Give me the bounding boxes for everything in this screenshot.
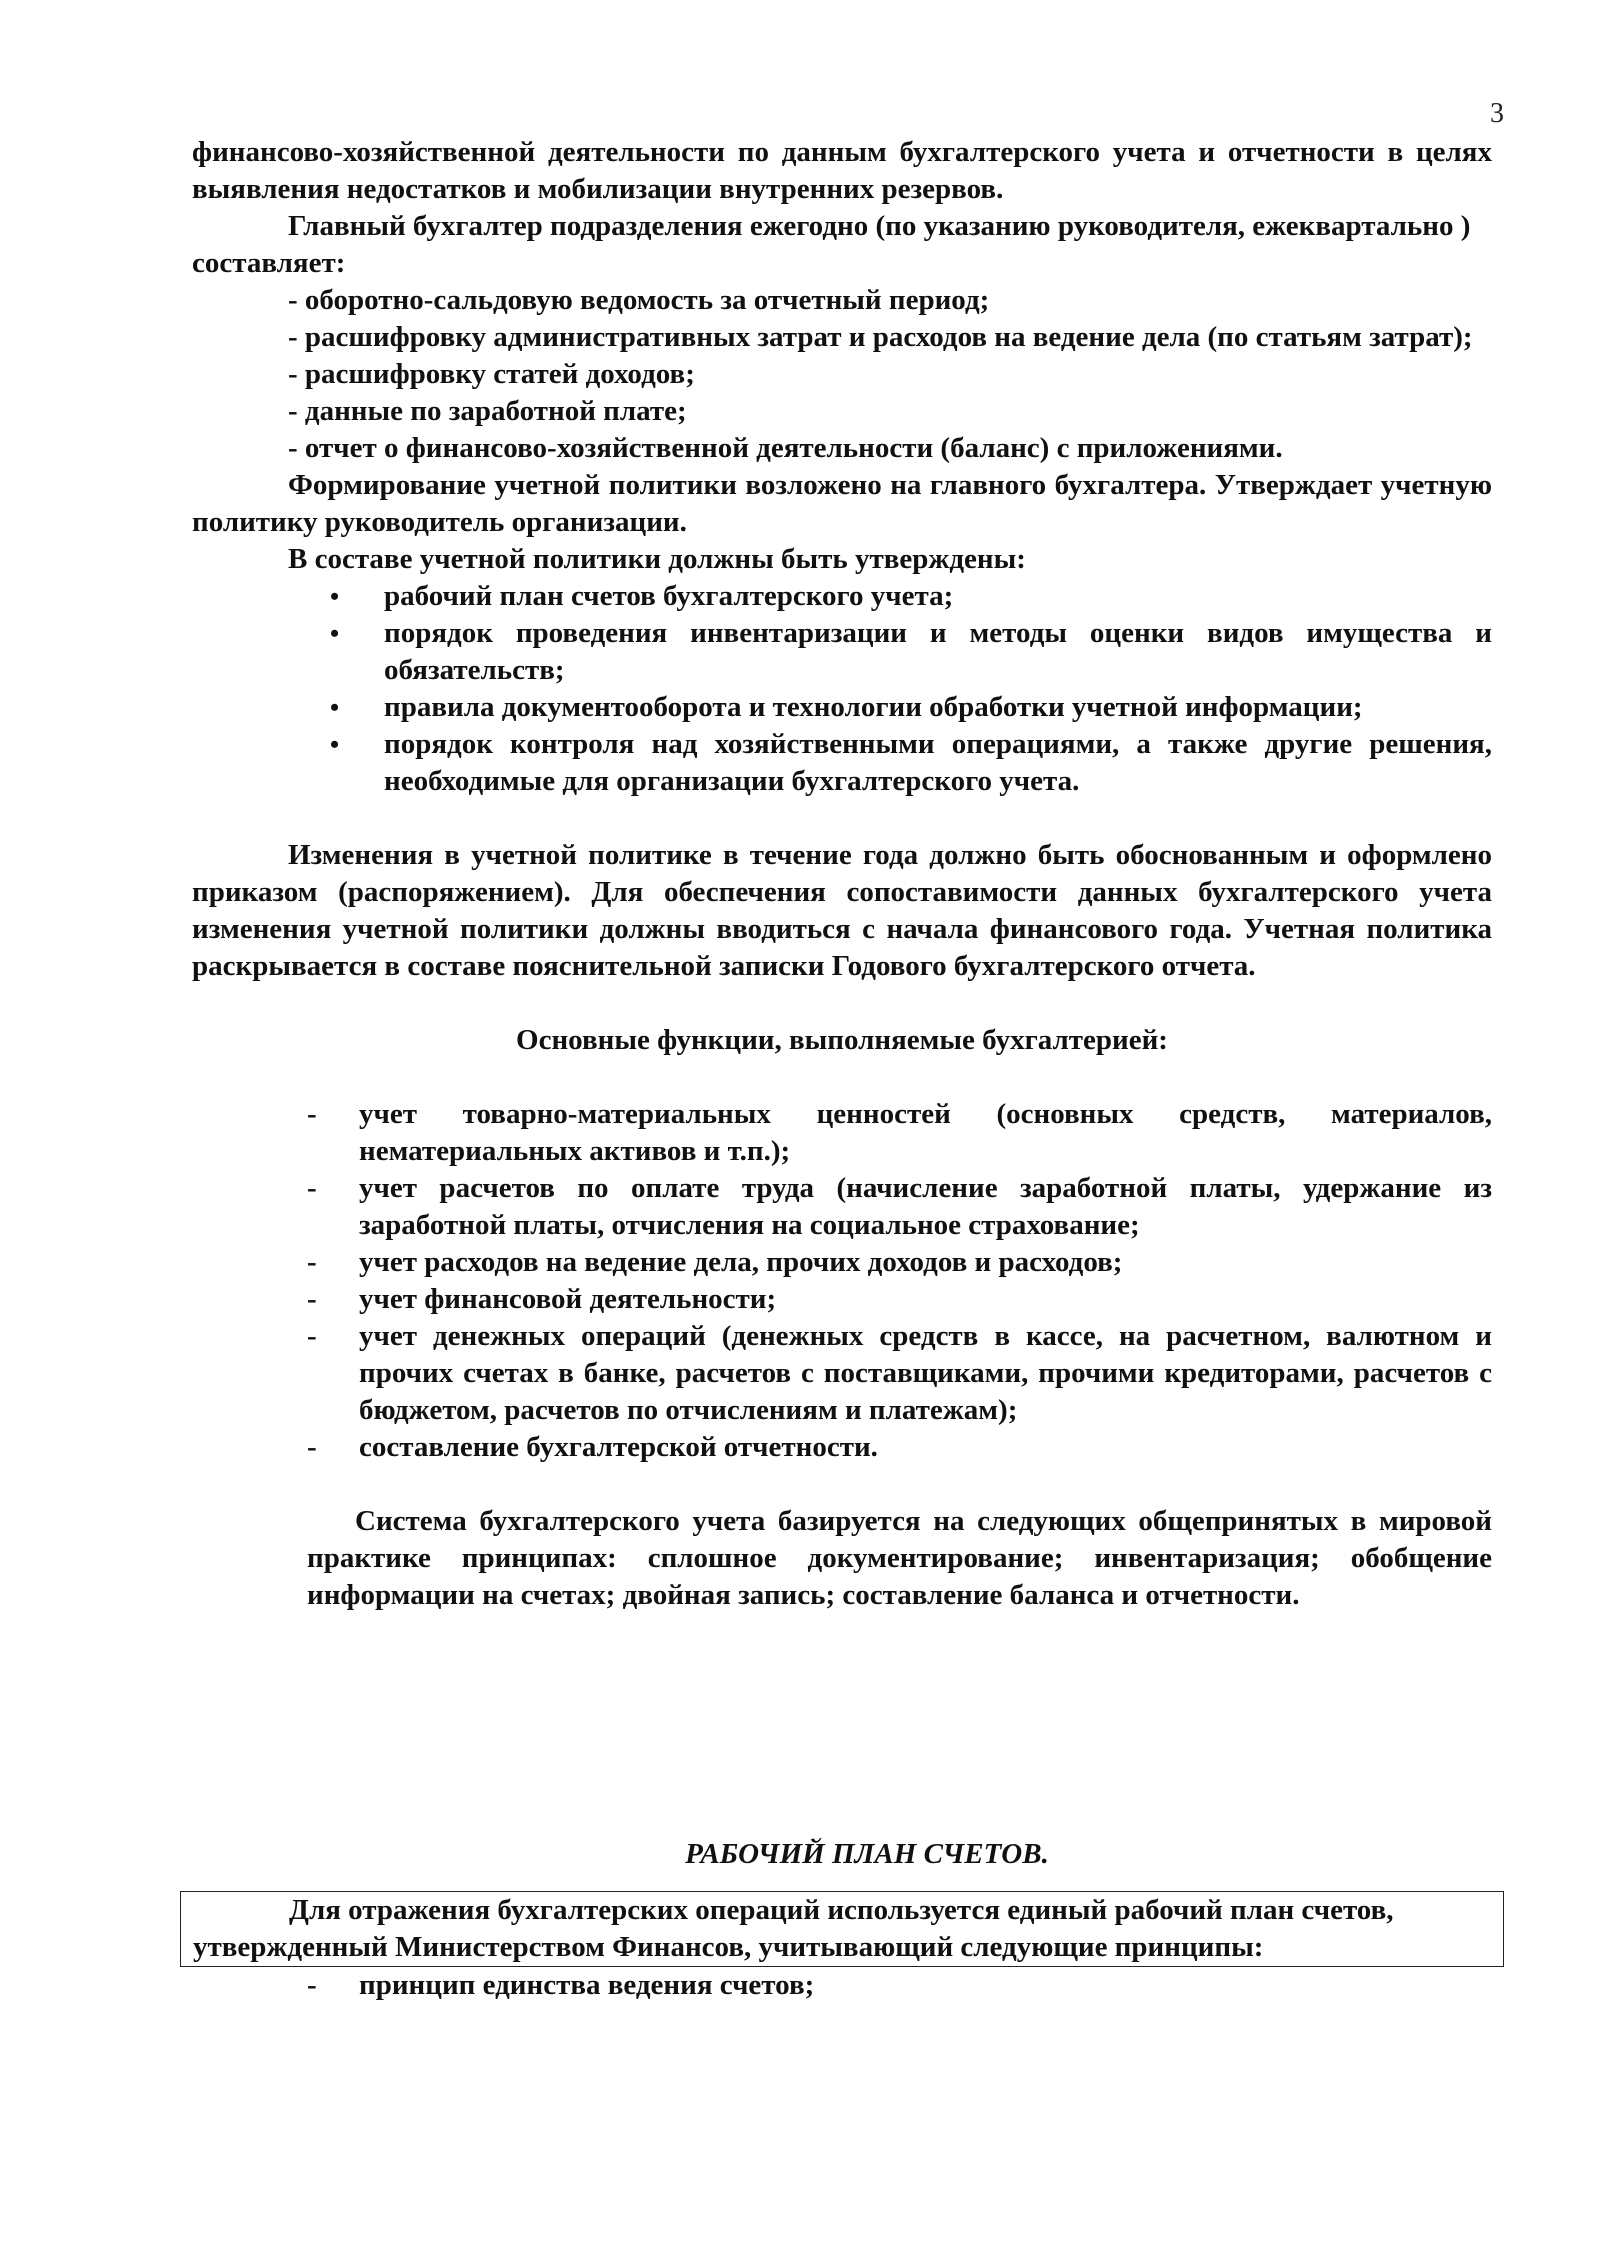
list-item [307, 1967, 1492, 2004]
list-item-text: учет денежных операций (денежных средств в кассе, на расчетном, валютном и прочих счетах в банке, расчетов с поставщиками, прочими кредиторами, расчетов с бюджетом, расчетов по отчислениям и платежам); [359, 1320, 1492, 1426]
report-list-item: - оборотно-сальдовую ведомость за отчетный период; [288, 284, 990, 316]
list-item [307, 1318, 1492, 1429]
functions-list [307, 1096, 1492, 1466]
dash-marker: - [307, 1283, 317, 1315]
list-item [307, 1170, 1492, 1244]
report-list-item: - отчет о финансово-хозяйственной деятельности (баланс) с приложениями. [288, 432, 1283, 464]
report-list-item: - расшифровку статей доходов; [288, 358, 695, 390]
list-item [307, 1096, 1492, 1170]
accounting-policy-paragraph: Формирование учетной политики возложено на главного бухгалтера. Утверждает учетную политику руководитель организации. [192, 469, 1492, 538]
report-list-item: - расшифровку административных затрат и расходов на ведение дела (по статьям затрат); [288, 321, 1473, 353]
policy-changes-paragraph: Изменения в учетной политике в течение года должно быть обоснованным и оформлено приказом (распоряжением). Для обеспечения сопоставимости данных бухгалтерского учета изменения учетной политики должны вводиться с начала финансового года. Учетная политика раскрывается в составе пояснительной записки Годового бухгалтерского отчета. [192, 839, 1492, 982]
dash-marker: - [307, 1320, 317, 1352]
document-body [192, 134, 1492, 2004]
intro-paragraph-2: Главный бухгалтер подразделения ежегодно (по указанию руководителя, ежеквартально ) составляет: [192, 210, 1471, 279]
policy-composition-paragraph: В составе учетной политики должны быть утверждены: [288, 543, 1026, 575]
principles-list [307, 1967, 1492, 2004]
list-item [307, 1429, 1492, 1466]
dash-marker: - [307, 1969, 317, 2001]
list-item [192, 689, 1492, 726]
bullet-icon: • [330, 619, 340, 648]
intro-paragraph-1: финансово-хозяйственной деятельности по данным бухгалтерского учета и отчетности в целях выявления недостатков и мобилизации внутренних резервов. [192, 136, 1492, 205]
list-item [307, 1244, 1492, 1281]
list-item-text: порядок контроля над хозяйственными операциями, а также другие решения, необходимые для организации бухгалтерского учета. [384, 728, 1492, 797]
bullet-icon: • [330, 582, 340, 611]
list-item-text: учет расходов на ведение дела, прочих доходов и расходов; [359, 1246, 1123, 1278]
functions-title: Основные функции, выполняемые бухгалтерией: [516, 1024, 1168, 1056]
list-item-text: правила документооборота и технологии обработки учетной информации; [384, 691, 1363, 723]
chart-of-accounts-title: РАБОЧИЙ ПЛАН СЧЕТОВ. [685, 1838, 1049, 1870]
functions-list-block [307, 1096, 1492, 1614]
chart-of-accounts-paragraph: Для отражения бухгалтерских операций используется единый рабочий план счетов, утвержденный Министерством Финансов, учитывающий следующие принципы: [193, 1894, 1394, 1963]
list-item-text: учет расчетов по оплате труда (начисление заработной платы, удержание из заработной платы, отчисления на социальное страхование; [359, 1172, 1492, 1241]
bullet-icon: • [330, 693, 340, 722]
list-item-text: порядок проведения инвентаризации и методы оценки видов имущества и обязательств; [384, 617, 1492, 686]
bullet-icon: • [330, 730, 340, 759]
dash-marker: - [307, 1098, 317, 1130]
dash-marker: - [307, 1172, 317, 1204]
chart-of-accounts-box [180, 1891, 1504, 1967]
dash-marker: - [307, 1431, 317, 1463]
dash-marker: - [307, 1246, 317, 1278]
list-item-text: учет товарно-материальных ценностей (основных средств, материалов, нематериальных активов и т.п.); [359, 1098, 1492, 1167]
list-item [307, 1281, 1492, 1318]
policy-bullet-list [192, 578, 1492, 800]
list-item-text: составление бухгалтерской отчетности. [359, 1431, 878, 1463]
list-item [192, 615, 1492, 689]
principles-list-block [307, 1967, 1492, 2004]
report-list-item: - данные по заработной плате; [288, 395, 687, 427]
page-number: 3 [1490, 98, 1504, 129]
list-item [192, 578, 1492, 615]
list-item-text: учет финансовой деятельности; [359, 1283, 777, 1315]
list-item-text: принцип единства ведения счетов; [359, 1969, 815, 2001]
list-item [192, 726, 1492, 800]
accounting-system-paragraph: Система бухгалтерского учета базируется на следующих общепринятых в мировой практике принципах: сплошное документирование; инвентаризация; обобщение информации на счетах; двойная запись; составление баланса и отчетности. [307, 1505, 1492, 1611]
list-item-text: рабочий план счетов бухгалтерского учета; [384, 580, 954, 612]
